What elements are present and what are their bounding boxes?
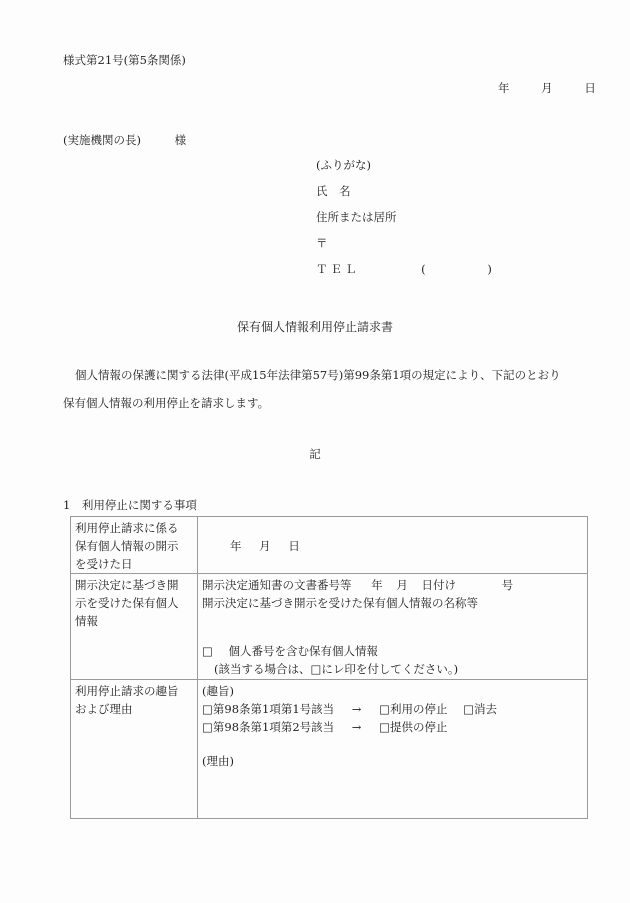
date-day: 日 [288,539,300,553]
section-heading: 1 利用停止に関する事項 [63,498,197,512]
label-line: 利用停止請求に係る [75,521,179,535]
disclosed-info-field[interactable] [198,574,588,680]
label-line: および理由 [75,702,133,716]
date-month: 月 [541,81,553,95]
ki-heading: 記 [309,447,321,461]
date-year: 年 [498,81,510,95]
row-label [71,574,198,680]
addressee [63,132,186,148]
addressee-name: (実施機関の長) [63,133,141,147]
table-row [71,517,588,574]
label-line: 開示決定に基づき開 [75,578,179,592]
date-day-suffix: 日付け [421,578,456,592]
checkbox-icon[interactable]: □ [379,720,390,734]
postal-mark: 〒 [316,236,328,250]
checkbox-icon[interactable]: □ [202,720,213,734]
address-label: 住所または居所 [316,210,397,224]
table-row [71,680,588,819]
request-table [70,516,588,819]
notice-number-line [202,576,583,594]
choice-label: 消去 [474,702,497,716]
honorific: 様 [174,133,187,147]
label-line: 利用停止請求の趣旨 [75,684,179,698]
clause-label: 第98条第1項第1号該当 [212,702,335,716]
row-label [71,680,198,819]
disclosure-date-field[interactable] [198,517,588,574]
info-name-line: 開示決定に基づき開示を受けた保有個人情報の名称等 [202,596,478,610]
number-suffix: 号 [501,578,514,592]
label-line: 示を受けた保有個人 [75,596,179,610]
checkbox-note: (該当する場合は、□にレ印を付してください。) [214,662,459,676]
tel-paren-open: ( [421,262,426,276]
date-day: 日 [584,81,596,95]
date-year: 年 [230,539,242,553]
clause-label: 第98条第1項第2号該当 [212,720,335,734]
label-line: 保有個人情報の開示 [75,539,179,553]
date-month: 月 [259,539,271,553]
purpose-heading: (趣旨) [202,684,234,698]
date-month: 月 [396,578,408,592]
tel-paren-close: ) [487,262,492,276]
document-title: 保有個人情報利用停止請求書 [236,320,393,334]
arrow-right-icon: → [351,702,362,716]
body-text-line1 [63,367,561,383]
option1-row [202,700,583,718]
notice-number-label: 開示決定通知書の文書番号等 [202,578,352,592]
checkbox-icon[interactable]: □ [202,702,213,716]
checkbox-icon[interactable]: □ [379,702,390,716]
checkbox-icon[interactable]: □ [463,702,474,716]
choice-label: 利用の停止 [389,702,448,716]
name-label: 氏 名 [316,184,351,198]
form-number: 様式第21号(第5条関係) [63,53,186,67]
tel-row [316,262,492,288]
furigana-label: (ふりがな) [316,158,371,172]
table-row [71,574,588,680]
applicant-block [316,158,492,288]
option2-row [202,718,583,736]
checkbox-icon[interactable]: □ [202,644,213,658]
submission-date [498,80,596,96]
arrow-right-icon: → [351,720,362,734]
purpose-reason-field[interactable] [198,680,588,819]
checkbox-label: 個人番号を含む保有個人情報 [228,644,379,658]
body-text-line1-content: 個人情報の保護に関する法律(平成15年法律第57号)第99条第1項の規定により、下記のとおり [75,368,561,382]
my-number-option[interactable] [202,642,583,660]
date-year: 年 [371,578,383,592]
choice-label: 提供の停止 [389,720,448,734]
label-line: 情報 [75,614,98,628]
row-label [71,517,198,574]
tel-label: ＴＥＬ [316,262,360,276]
body-text-line2: 保有個人情報の利用停止を請求します。 [63,396,270,410]
reason-heading: (理由) [202,754,234,768]
label-line: を受けた日 [75,557,133,571]
